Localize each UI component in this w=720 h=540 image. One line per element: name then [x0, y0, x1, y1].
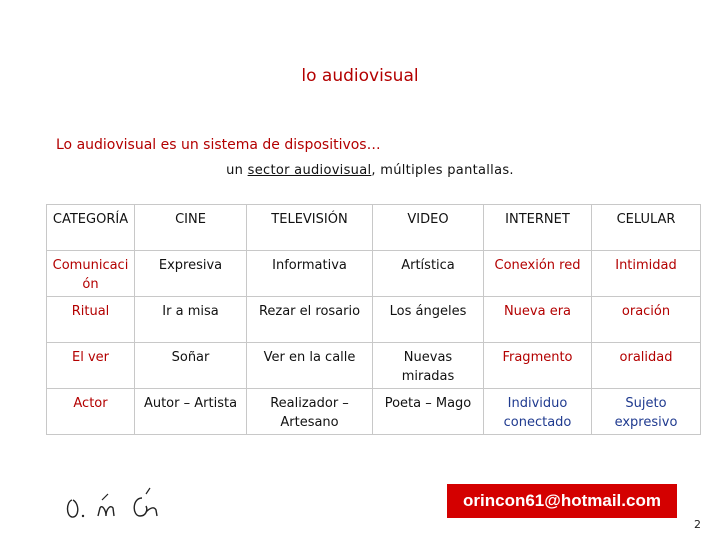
- table-cell: Comunicación: [47, 251, 135, 297]
- table-cell: Sujeto expresivo: [592, 389, 701, 435]
- header-cell: INTERNET: [484, 205, 592, 251]
- table-cell: Poeta – Mago: [373, 389, 484, 435]
- table-cell: Intimidad: [592, 251, 701, 297]
- header-cell: VIDEO: [373, 205, 484, 251]
- table-row: [47, 343, 701, 389]
- table-cell: Expresiva: [135, 251, 247, 297]
- table-cell: Informativa: [247, 251, 373, 297]
- tagline-suffix: , múltiples pantallas.: [371, 163, 514, 178]
- table-cell: Conexión red: [484, 251, 592, 297]
- table-cell: Autor – Artista: [135, 389, 247, 435]
- table-cell: Los ángeles: [373, 297, 484, 343]
- table-cell: Artística: [373, 251, 484, 297]
- table-cell: Actor: [47, 389, 135, 435]
- header-cell: CINE: [135, 205, 247, 251]
- table-cell: Realizador – Artesano: [247, 389, 373, 435]
- table-cell: Ritual: [47, 297, 135, 343]
- page-number: 2: [694, 518, 701, 531]
- header-cell: CELULAR: [592, 205, 701, 251]
- handwritten-signature: [62, 486, 182, 526]
- tagline: [0, 163, 720, 178]
- table-cell: Nueva era: [484, 297, 592, 343]
- tagline-underlined: sector audiovisual: [247, 163, 372, 178]
- email-badge: orincon61@hotmail.com: [447, 484, 677, 518]
- table-cell: oralidad: [592, 343, 701, 389]
- tagline-prefix: un: [226, 163, 248, 178]
- table-row: [47, 297, 701, 343]
- table-header-row: [47, 205, 701, 251]
- table-cell: El ver: [47, 343, 135, 389]
- categories-table: [46, 204, 701, 435]
- subtitle: Lo audiovisual es un sistema de dispositivos…: [56, 137, 381, 153]
- table-row: [47, 251, 701, 297]
- table-cell: Ir a misa: [135, 297, 247, 343]
- table-cell: Rezar el rosario: [247, 297, 373, 343]
- header-cell: TELEVISIÓN: [247, 205, 373, 251]
- table-cell: Fragmento: [484, 343, 592, 389]
- table-cell: oración: [592, 297, 701, 343]
- table-cell: Individuo conectado: [484, 389, 592, 435]
- header-cell: CATEGORÍA: [47, 205, 135, 251]
- table-row: [47, 389, 701, 435]
- table-cell: Ver en la calle: [247, 343, 373, 389]
- table-cell: Soñar: [135, 343, 247, 389]
- slide-title: lo audiovisual: [301, 66, 419, 86]
- table-cell: Nuevas miradas: [373, 343, 484, 389]
